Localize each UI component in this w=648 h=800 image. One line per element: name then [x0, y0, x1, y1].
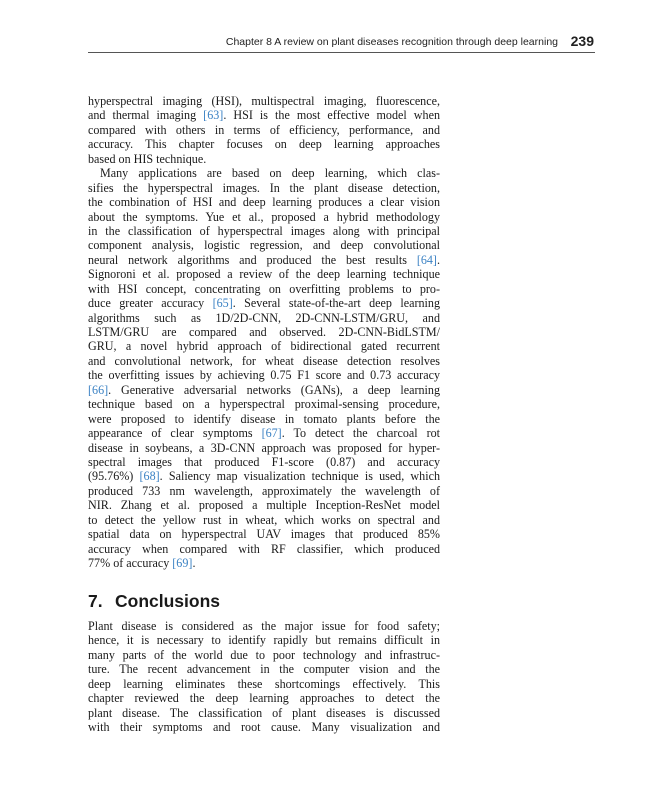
citation-link[interactable]: [64] — [416, 252, 437, 267]
text-run: . — [436, 252, 440, 267]
text-line — [88, 210, 440, 224]
section-number: 7. — [88, 591, 103, 611]
text-run: based on HIS technique. — [88, 151, 207, 166]
text-run: spectral images that produced F1-score (0.87) and accuracy — [88, 454, 440, 469]
text-run: disease in soybeans, a 3D-CNN approach was proposed for hyper- — [88, 440, 440, 455]
text-run: algorithms such as 1D/2D-CNN, 2D-CNN-LSTM/GRU, and — [88, 310, 440, 325]
text-run: about the symptoms. Yue et al., proposed a hybrid methodology — [88, 209, 440, 224]
text-line — [88, 123, 440, 137]
text-run: spatial data on hyperspectral UAV images that produced 85% — [88, 527, 440, 542]
text-line — [88, 166, 440, 180]
text-run: NIR. Zhang et al. proposed a multiple Inception-ResNet model — [88, 498, 440, 513]
text-line — [88, 706, 440, 720]
text-run: many parts of the world due to poor technology and infrastruc- — [88, 647, 440, 662]
text-run: . — [192, 556, 196, 570]
text-run: GRU, a novel hybrid approach of bidirectional gated recurrent — [88, 339, 440, 354]
text-run: 77% of accuracy — [88, 556, 173, 570]
text-run: accuracy when compared with RF classifier, which produced — [88, 541, 440, 556]
text-run: (95.76%) — [88, 469, 140, 484]
text-line — [88, 691, 440, 705]
text-run: ture. The recent advancement in the computer vision and the — [88, 662, 440, 677]
running-title: Chapter 8 A review on plant diseases recognition through deep learning — [225, 36, 558, 48]
text-line — [88, 94, 440, 108]
text-run: component analysis, logistic regression, and deep convolutional — [88, 238, 440, 253]
text-run: and thermal imaging — [88, 108, 204, 123]
text-line — [88, 296, 440, 310]
text-run: appearance of clear symptoms — [88, 426, 262, 441]
text-line — [88, 325, 440, 339]
text-line — [88, 469, 440, 483]
running-header — [88, 33, 595, 53]
text-run: and convolutional network, for wheat disease detection resolves — [88, 353, 440, 368]
text-run: Plant disease is considered as the major issue for food safety; — [88, 619, 440, 633]
text-run: hence, it is necessary to identify rapidly but remains difficult in — [88, 633, 440, 648]
conclusions-paragraph — [88, 619, 440, 735]
text-line — [88, 108, 440, 122]
text-line — [88, 181, 440, 195]
text-line — [88, 441, 440, 455]
text-line — [88, 720, 440, 734]
text-run: plant disease. The classification of plant diseases is discussed — [88, 705, 440, 720]
text-line — [88, 152, 440, 166]
text-line — [88, 267, 440, 281]
text-line — [88, 677, 440, 691]
text-line — [88, 484, 440, 498]
citation-link[interactable]: [63] — [203, 108, 224, 123]
text-line — [88, 238, 440, 252]
text-run: with their symptoms and root cause. Many visualization and — [88, 720, 440, 735]
text-run: were proposed to identify disease in tomato plants before the — [88, 411, 440, 426]
text-line — [88, 633, 440, 647]
text-run: Signoroni et al. proposed a review of the deep learning technique — [88, 267, 440, 282]
text-line — [88, 619, 440, 633]
citation-link[interactable]: [65] — [212, 296, 233, 311]
text-run: LSTM/GRU are compared and observed. 2D-CNN-BidLSTM/ — [88, 325, 440, 339]
text-run: . Generative adversarial networks (GANs), a deep learning — [108, 382, 440, 397]
text-run: deep learning eliminates these shortcomings effectively. This — [88, 676, 440, 691]
text-run: compared with others in terms of efficiency, performance, and — [88, 122, 440, 137]
citation-link[interactable]: [66] — [88, 382, 109, 397]
text-line — [88, 455, 440, 469]
text-run: . HSI is the most effective model when — [223, 108, 440, 123]
text-line — [88, 542, 440, 556]
text-line — [88, 648, 440, 662]
text-run: the overfitting issues by achieving 0.75 F1 score and 0.73 accuracy — [88, 368, 440, 383]
text-line — [88, 253, 440, 267]
text-line — [88, 339, 440, 353]
text-run: . Saliency map visualization technique is used, which — [159, 469, 440, 484]
text-line — [88, 311, 440, 325]
section-title: Conclusions — [115, 591, 221, 611]
text-run: neural network algorithms and produced the best results — [88, 252, 417, 267]
text-line — [88, 397, 440, 411]
text-run: . Several state-of-the-art deep learning — [232, 296, 440, 311]
text-run: produced 733 nm wavelength, approximately the wavelength of — [88, 483, 440, 498]
text-run: Many applications are based on deep learning, which clas- — [100, 166, 440, 181]
text-run: to detect the yellow rust in wheat, which works on spectral and — [88, 512, 440, 527]
text-line — [88, 282, 440, 296]
text-line — [88, 368, 440, 382]
citation-link[interactable]: [67] — [261, 426, 282, 441]
text-line — [88, 412, 440, 426]
text-run: the combination of HSI and deep learning produces a clear vision — [88, 195, 440, 210]
paragraph — [88, 94, 440, 166]
text-run: hyperspectral imaging (HSI), multispectral imaging, fluorescence, — [88, 94, 440, 108]
text-line — [88, 224, 440, 238]
citation-link[interactable]: [69] — [172, 556, 193, 570]
text-run: chapter reviewed the deep learning approaches to detect the — [88, 691, 440, 706]
page-number: 239 — [570, 33, 594, 49]
text-line — [88, 137, 440, 151]
text-line — [88, 383, 440, 397]
text-line — [88, 354, 440, 368]
text-run: duce greater accuracy — [88, 296, 213, 311]
citation-link[interactable]: [68] — [139, 469, 160, 484]
text-line — [88, 556, 440, 570]
paragraph — [88, 166, 440, 570]
text-line — [88, 498, 440, 512]
text-run: accuracy. This chapter focuses on deep learning approaches — [88, 137, 440, 152]
text-line — [88, 513, 440, 527]
text-line — [88, 195, 440, 209]
section-heading — [88, 591, 220, 612]
text-line — [88, 662, 440, 676]
text-run: with HSI concept, concentrating on overfitting problems to pro- — [88, 281, 440, 296]
text-run: technique based on a hyperspectral proximal-sensing procedure, — [88, 397, 440, 412]
text-run: sifies the hyperspectral images. In the plant disease detection, — [88, 180, 440, 195]
text-line — [88, 426, 440, 440]
text-run: . To detect the charcoal rot — [281, 426, 441, 441]
text-run: in the classification of hyperspectral images along with principal — [88, 223, 440, 238]
text-line — [88, 527, 440, 541]
body-text — [88, 94, 440, 570]
